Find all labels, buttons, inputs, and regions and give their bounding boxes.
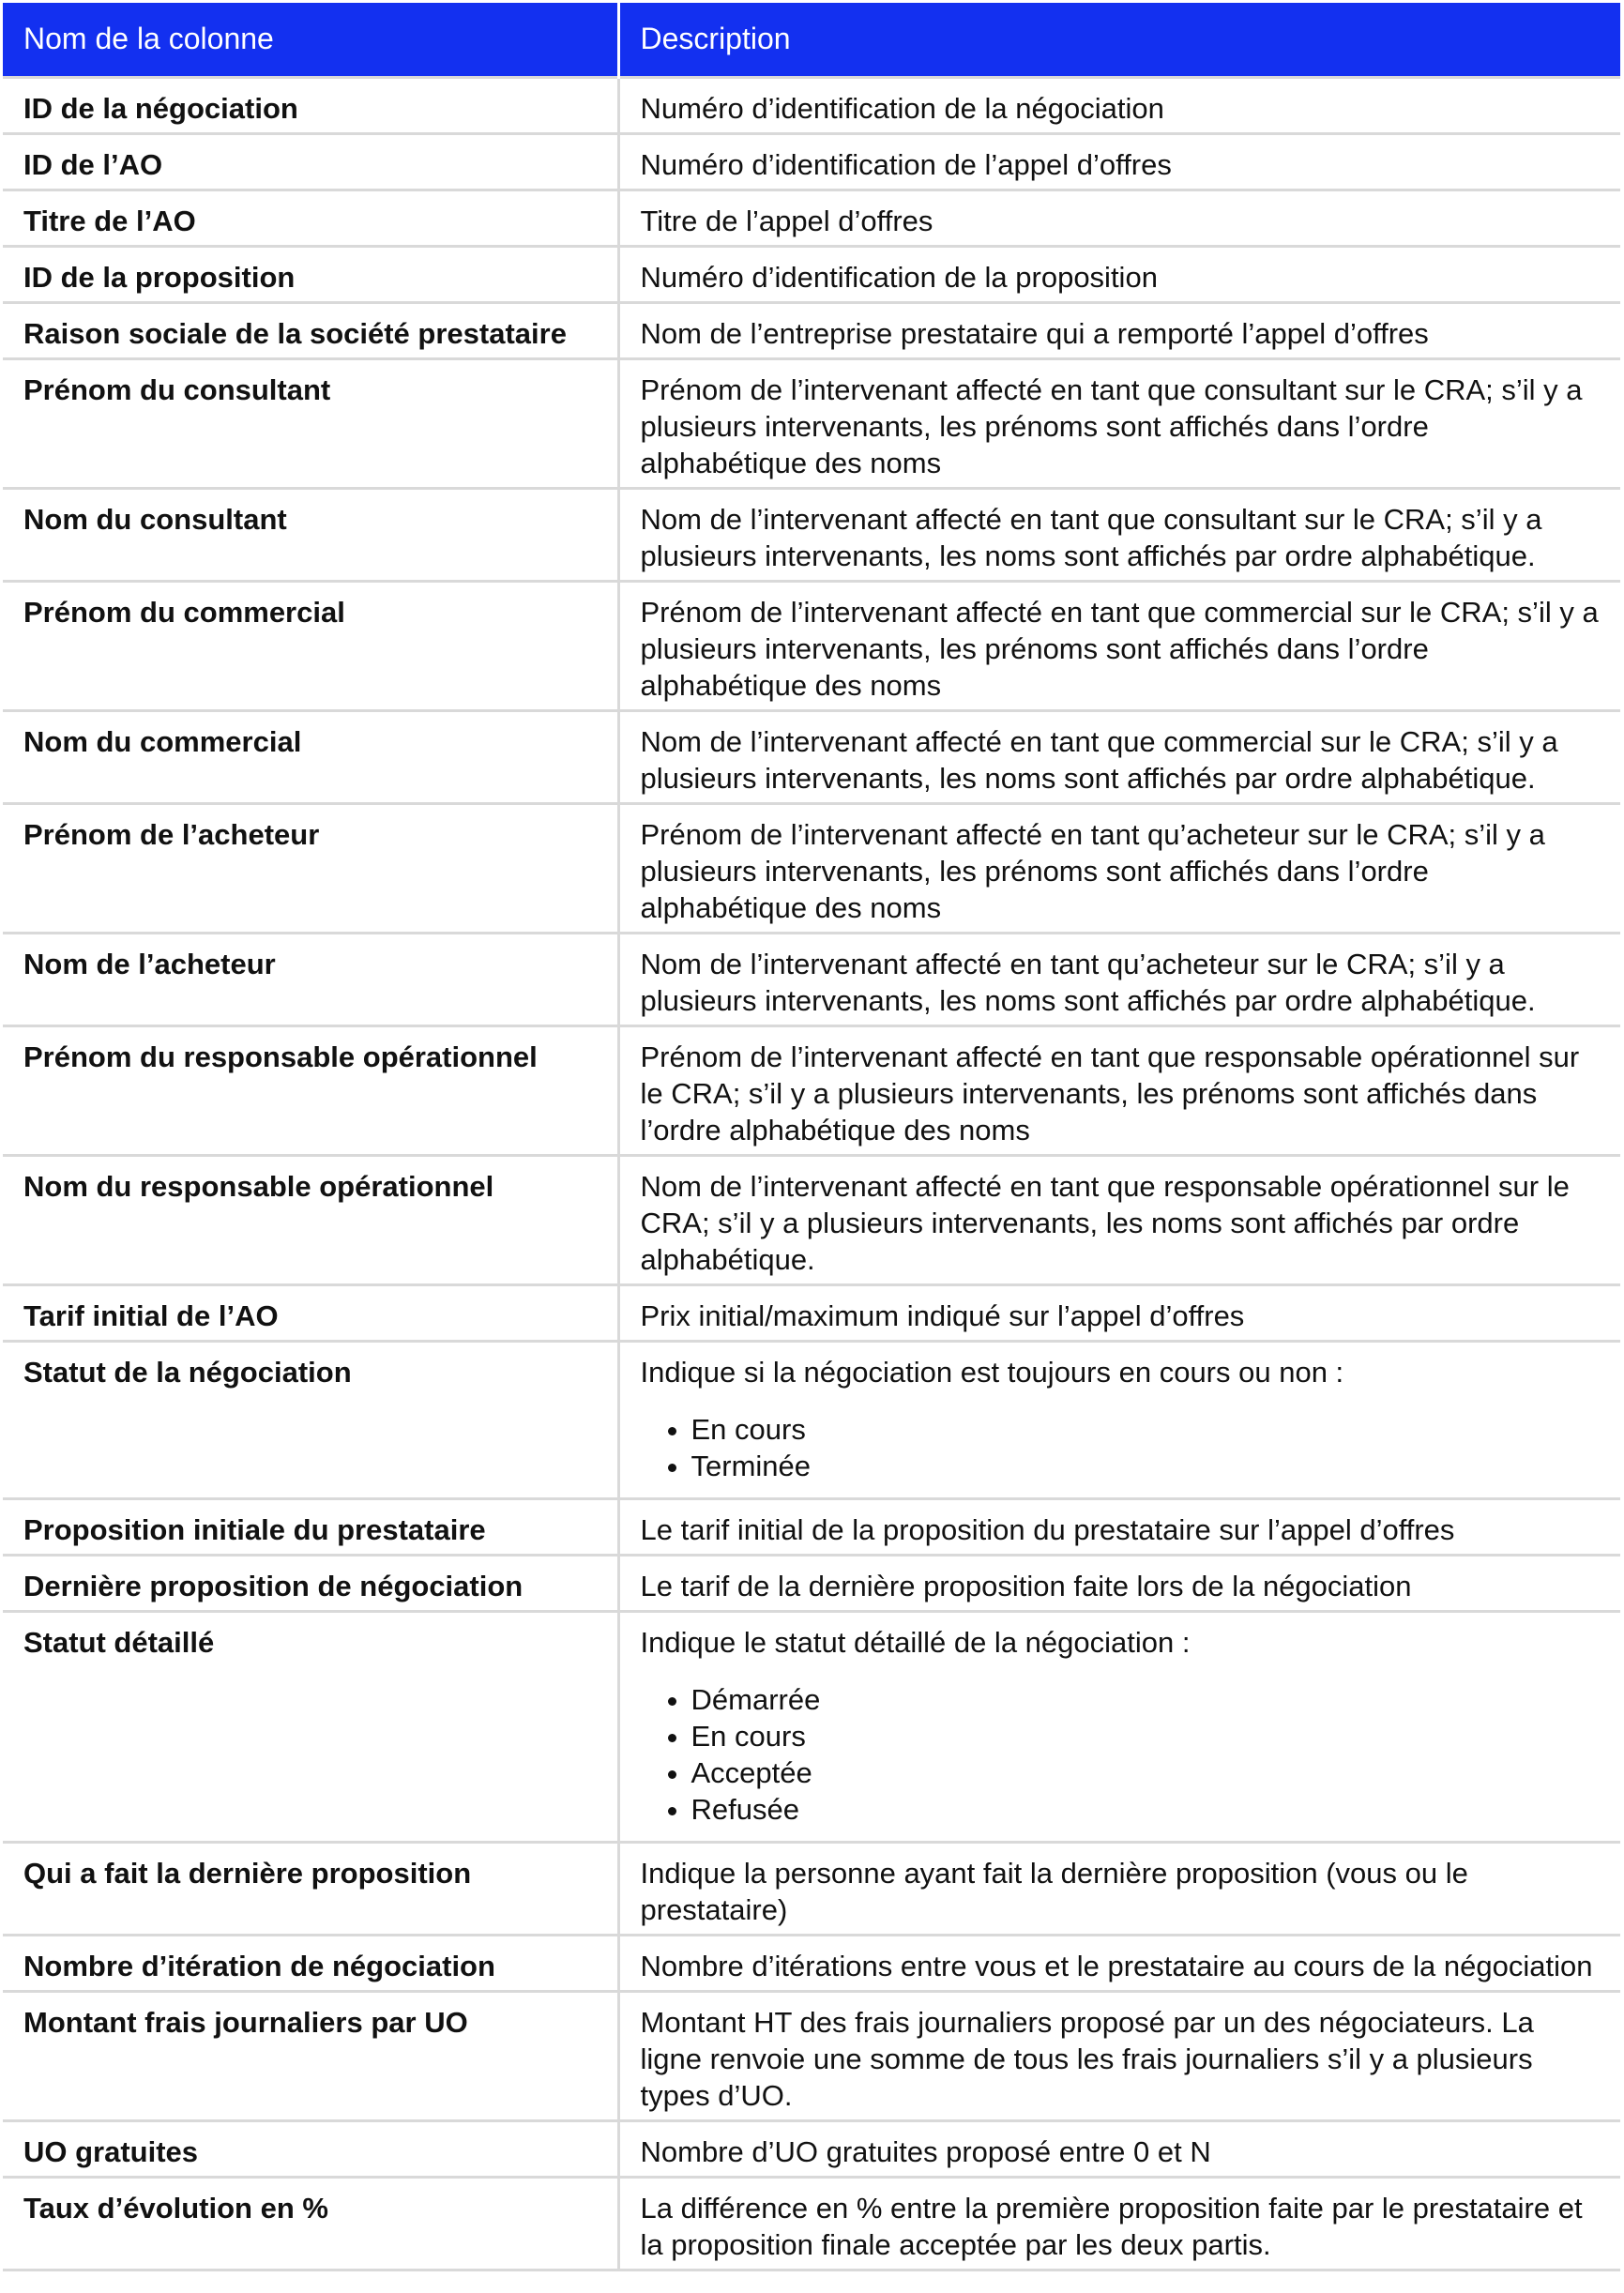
table-row: [3, 190, 1620, 246]
list-item: • Terminée: [691, 1448, 1601, 1484]
column-name-cell: Nom de l’acheteur: [3, 933, 618, 1025]
description-text: Numéro d’identification de l’appel d’offres: [640, 147, 1172, 181]
column-name-cell: Qui a fait la dernière proposition: [3, 1842, 618, 1935]
table-row: [3, 1842, 1620, 1935]
column-name-cell: Statut détaillé: [3, 1611, 618, 1842]
description-cell: [618, 710, 1620, 803]
column-name-cell: Prénom du consultant: [3, 358, 618, 488]
description-cell: [618, 246, 1620, 302]
description-cell: [618, 2120, 1620, 2177]
column-name-cell: Proposition initiale du prestataire: [3, 1498, 618, 1555]
table-row: [3, 77, 1620, 133]
description-text: Prénom de l’intervenant affecté en tant qu’acheteur sur le CRA; s’il y a plusieurs intervenants, les prénoms sont affichés dans l’ordre alphabétique des noms: [640, 817, 1545, 924]
table-row: [3, 1935, 1620, 1991]
table-header-row: [3, 3, 1620, 77]
list-item: • En cours: [691, 1411, 1601, 1448]
description-text: Nom de l’intervenant affecté en tant que consultant sur le CRA; s’il y a plusieurs intervenants, les noms sont affichés par ordre alphabétique.: [640, 502, 1542, 572]
column-name-cell: Statut de la négociation: [3, 1341, 618, 1498]
description-cell: [618, 1555, 1620, 1611]
table-row: [3, 302, 1620, 358]
description-text: Le tarif initial de la proposition du prestataire sur l’appel d’offres: [640, 1512, 1455, 1546]
description-cell: [618, 1842, 1620, 1935]
description-cell: [618, 190, 1620, 246]
column-name-cell: Prénom de l’acheteur: [3, 803, 618, 933]
list-item: • Démarrée: [691, 1681, 1601, 1718]
description-text: La différence en % entre la première proposition faite par le prestataire et la proposition finale acceptée par les deux partis.: [640, 2191, 1583, 2261]
column-name-cell: Prénom du commercial: [3, 581, 618, 710]
description-cell: [618, 2177, 1620, 2270]
table-row: [3, 1555, 1620, 1611]
header-description: Description: [618, 3, 1620, 77]
table-row: [3, 803, 1620, 933]
column-name-cell: Raison sociale de la société prestataire: [3, 302, 618, 358]
description-cell: [618, 302, 1620, 358]
description-text: Indique la personne ayant fait la dernière proposition (vous ou le prestataire): [640, 1856, 1468, 1926]
column-name-cell: ID de la proposition: [3, 246, 618, 302]
description-cell: [618, 358, 1620, 488]
list-item: • Refusée: [691, 1791, 1601, 1828]
column-name-cell: ID de l’AO: [3, 133, 618, 190]
description-cell: [618, 488, 1620, 581]
table-row: [3, 1341, 1620, 1498]
column-name-cell: ID de la négociation: [3, 77, 618, 133]
description-text: Titre de l’appel d’offres: [640, 204, 933, 237]
description-cell: [618, 1025, 1620, 1155]
column-name-cell: Taux d’évolution en %: [3, 2177, 618, 2270]
column-name-cell: Dernière proposition de négociation: [3, 1555, 618, 1611]
column-name-cell: Titre de l’AO: [3, 190, 618, 246]
description-text: Prénom de l’intervenant affecté en tant que commercial sur le CRA; s’il y a plusieurs intervenants, les prénoms sont affichés dans l’ordre alphabétique des noms: [640, 595, 1599, 702]
description-text: Numéro d’identification de la proposition: [640, 260, 1158, 294]
description-cell: [618, 133, 1620, 190]
table-row: [3, 1025, 1620, 1155]
status-list: [641, 1681, 1601, 1828]
description-text: Le tarif de la dernière proposition faite lors de la négociation: [640, 1569, 1412, 1602]
description-cell: [618, 581, 1620, 710]
table-row: [3, 358, 1620, 488]
table-row: [3, 133, 1620, 190]
list-item: • Acceptée: [691, 1754, 1601, 1791]
description-cell: [618, 1498, 1620, 1555]
column-name-cell: Nom du responsable opérationnel: [3, 1155, 618, 1284]
description-cell: [618, 1611, 1620, 1842]
column-name-cell: Nom du consultant: [3, 488, 618, 581]
column-description-table: [3, 3, 1620, 2271]
description-text: Nombre d’UO gratuites proposé entre 0 et N: [640, 2134, 1211, 2168]
table-row: [3, 1155, 1620, 1284]
description-text: Indique si la négociation est toujours en cours ou non :: [640, 1355, 1344, 1389]
table-row: [3, 246, 1620, 302]
table-row: [3, 2120, 1620, 2177]
table-row: [3, 1284, 1620, 1341]
description-text: Prix initial/maximum indiqué sur l’appel d’offres: [640, 1298, 1245, 1332]
description-text: Nom de l’intervenant affecté en tant que responsable opérationnel sur le CRA; s’il y a plusieurs intervenants, les noms sont affichés par ordre alphabétique.: [640, 1169, 1570, 1276]
column-name-cell: Tarif initial de l’AO: [3, 1284, 618, 1341]
description-cell: [618, 1341, 1620, 1498]
table-row: [3, 933, 1620, 1025]
description-text: Indique le statut détaillé de la négociation :: [640, 1625, 1191, 1659]
table-row: [3, 1991, 1620, 2120]
description-text: Nom de l’intervenant affecté en tant que commercial sur le CRA; s’il y a plusieurs intervenants, les noms sont affichés par ordre alphabétique.: [640, 724, 1558, 795]
description-cell: [618, 1155, 1620, 1284]
table-row: [3, 488, 1620, 581]
description-text: Prénom de l’intervenant affecté en tant que consultant sur le CRA; s’il y a plusieurs intervenants, les prénoms sont affichés dans l’ordre alphabétique des noms: [640, 372, 1583, 479]
description-cell: [618, 1284, 1620, 1341]
description-text: Nom de l’entreprise prestataire qui a remporté l’appel d’offres: [640, 316, 1429, 350]
column-name-cell: Montant frais journaliers par UO: [3, 1991, 618, 2120]
column-name-cell: Nombre d’itération de négociation: [3, 1935, 618, 1991]
table-row: [3, 710, 1620, 803]
description-text: Prénom de l’intervenant affecté en tant que responsable opérationnel sur le CRA; s’il y a plusieurs intervenants, les prénoms sont affichés dans l’ordre alphabétique des noms: [640, 1040, 1580, 1146]
description-cell: [618, 1991, 1620, 2120]
list-item: • En cours: [691, 1718, 1601, 1754]
description-text: Nom de l’intervenant affecté en tant qu’acheteur sur le CRA; s’il y a plusieurs intervenants, les noms sont affichés par ordre alphabétique.: [640, 947, 1536, 1017]
table-row: [3, 1611, 1620, 1842]
table-row: [3, 581, 1620, 710]
column-name-cell: Prénom du responsable opérationnel: [3, 1025, 618, 1155]
column-name-cell: UO gratuites: [3, 2120, 618, 2177]
header-column-name: Nom de la colonne: [3, 3, 618, 77]
column-name-cell: Nom du commercial: [3, 710, 618, 803]
description-cell: [618, 1935, 1620, 1991]
description-text: Montant HT des frais journaliers proposé par un des négociateurs. La ligne renvoie une somme de tous les frais journaliers s’il y a plusieurs types d’UO.: [640, 2005, 1534, 2112]
table-body: [3, 77, 1620, 2270]
status-list: [641, 1411, 1601, 1484]
description-cell: [618, 77, 1620, 133]
description-cell: [618, 803, 1620, 933]
table-row: [3, 1498, 1620, 1555]
table-row: [3, 2177, 1620, 2270]
description-cell: [618, 933, 1620, 1025]
description-text: Nombre d’itérations entre vous et le prestataire au cours de la négociation: [640, 1949, 1593, 1982]
description-text: Numéro d’identification de la négociation: [640, 91, 1164, 125]
